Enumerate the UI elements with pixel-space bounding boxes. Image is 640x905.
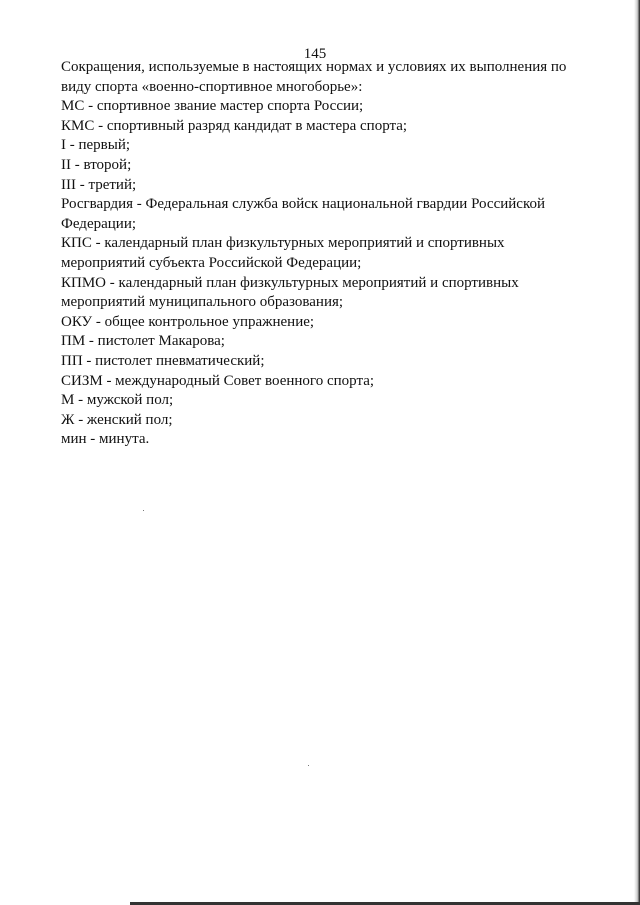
abbreviation-line: Росгвардия - Федеральная служба войск национальной гвардии Российской	[61, 196, 545, 213]
abbreviation-line: ОКУ - общее контрольное упражнение;	[61, 313, 315, 330]
abbreviation-line: III - третий;	[61, 176, 137, 193]
scan-speck	[143, 510, 144, 511]
scan-speck	[308, 765, 309, 766]
abbreviation-line: мероприятий субъекта Российской Федерации;	[61, 254, 362, 271]
abbreviation-line: КМС - спортивный разряд кандидат в мастера спорта;	[61, 117, 408, 134]
abbreviation-line: СИЗМ - международный Совет военного спорта;	[61, 372, 375, 389]
abbreviation-line: мероприятий муниципального образования;	[61, 294, 344, 311]
abbreviations-block	[61, 58, 571, 450]
intro-line: виду спорта «военно-спортивное многоборье»:	[61, 78, 363, 95]
page-number: 145	[303, 46, 327, 62]
abbreviation-line: ПП - пистолет пневматический;	[61, 352, 265, 369]
abbreviation-line: КПС - календарный план физкультурных мероприятий и спортивных	[61, 235, 505, 252]
abbreviation-line: мин - минута.	[61, 431, 150, 448]
abbreviation-line: Ж - женский пол;	[61, 411, 173, 428]
abbreviation-line: КПМО - календарный план физкультурных мероприятий и спортивных	[61, 274, 519, 291]
abbreviation-line: МС - спортивное звание мастер спорта России;	[61, 98, 364, 115]
abbreviation-line: II - второй;	[61, 156, 132, 173]
intro-line: Сокращения, используемые в настоящих нормах и условиях их выполнения по	[61, 59, 567, 75]
abbreviation-line: Федерации;	[61, 215, 137, 232]
abbreviation-line: М - мужской пол;	[61, 392, 174, 409]
scan-edge-right	[634, 0, 640, 905]
abbreviation-line: ПМ - пистолет Макарова;	[61, 333, 225, 350]
abbreviation-line: I - первый;	[61, 137, 131, 154]
